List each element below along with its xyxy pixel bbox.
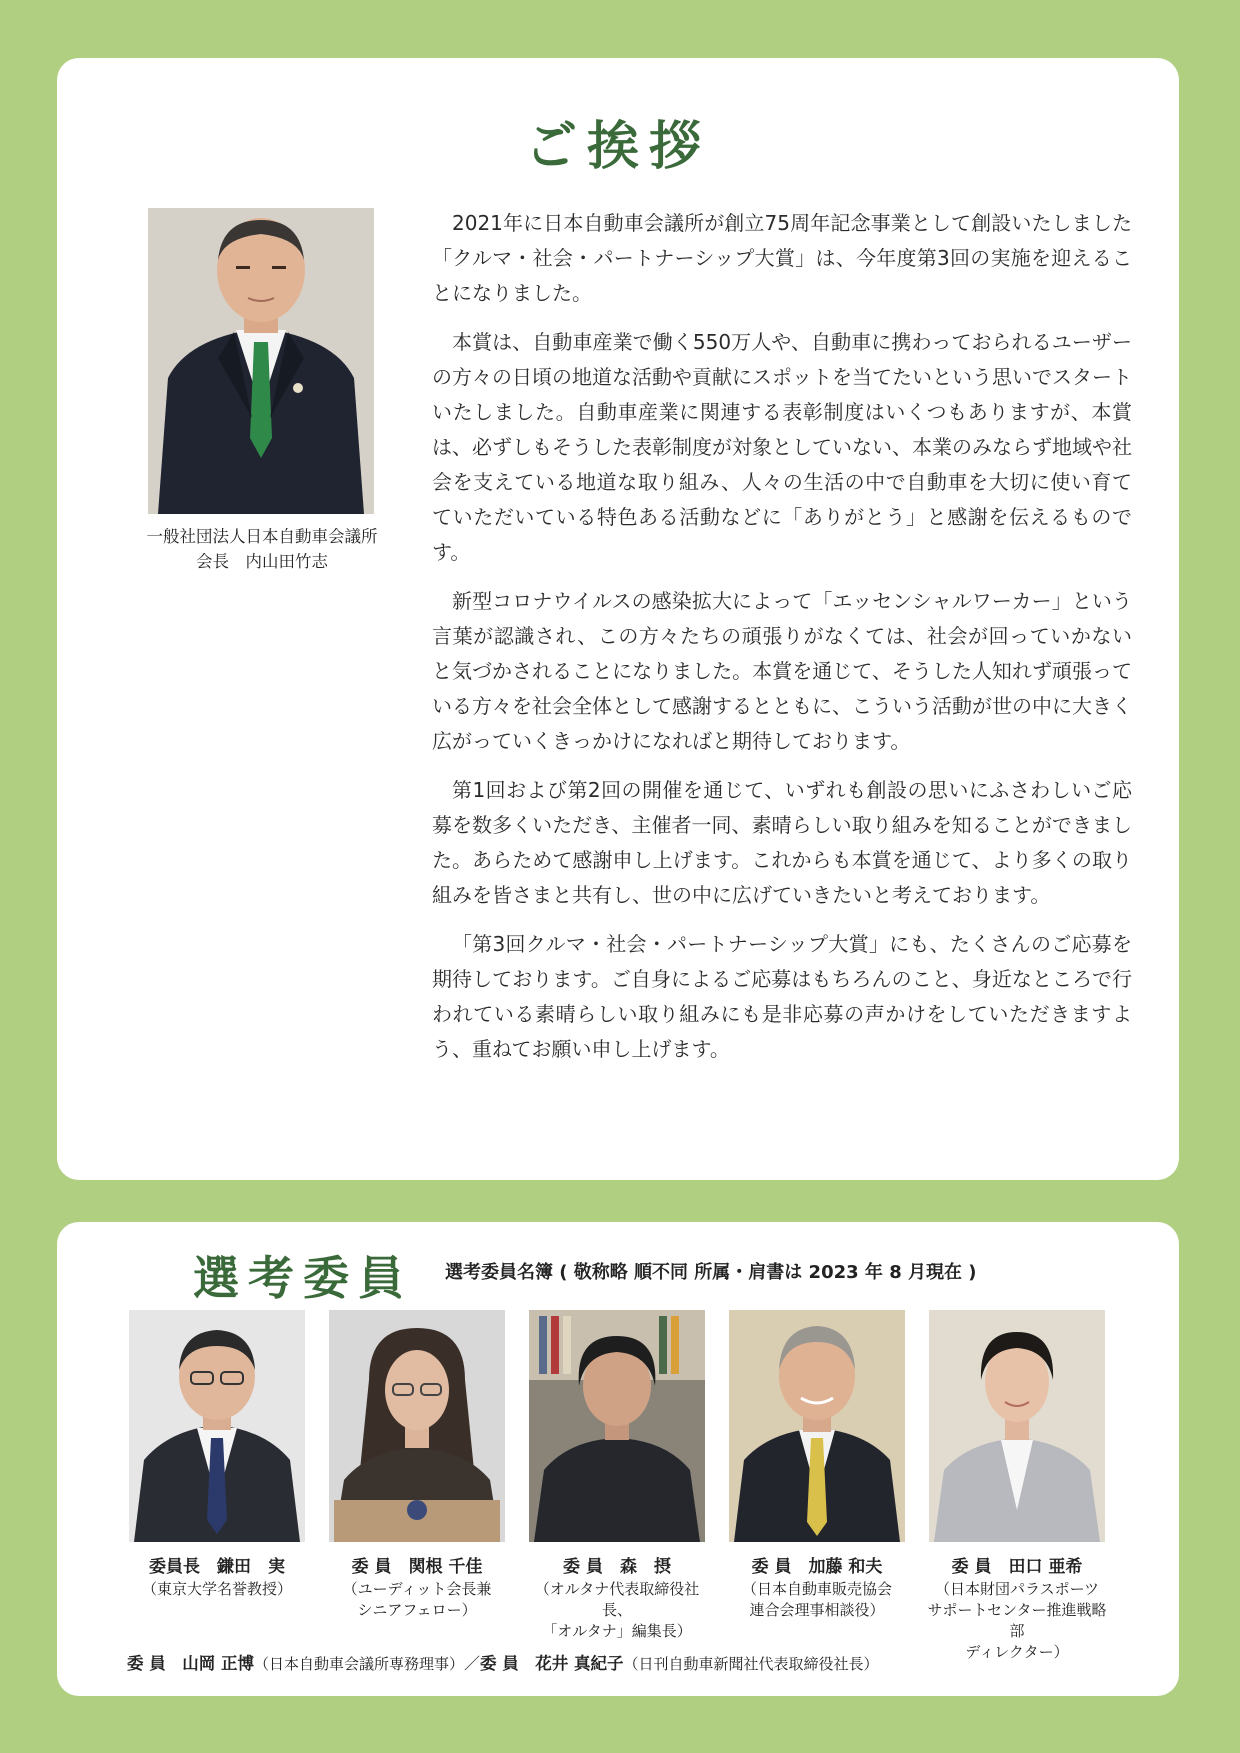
member-affiliation: （東京大学名誉教授）	[141, 1580, 292, 1598]
committee-card	[57, 1222, 1179, 1696]
member-affiliation: （日本財団パラスポーツ サポートセンター推進戦略部 ディレクター）	[927, 1580, 1107, 1661]
greeting-paragraph: 新型コロナウイルスの感染拡大によって「エッセンシャルワーカー」という言葉が認識され、この方々たちの頑張りがなくては、社会が回っていかないと気づかされることになりました。本賞を通じて、そうした人知れず頑張っている方々を社会全体として感謝するとともに、こういう活動が世の中に大きく広がっていくきっかけになればと期待しております。	[432, 589, 1132, 753]
separator: ／	[464, 1654, 481, 1673]
president-caption	[107, 524, 417, 574]
member-affiliation: （ユーディット会長兼 シニアフェロー）	[342, 1580, 492, 1619]
member-name: 委員長 鎌田 実	[149, 1557, 285, 1577]
greeting-paragraph: 本賞は、自動車産業で働く550万人や、自動車に携わっておられるユーザーの方々の日頃の地道な活動や貢献にスポットを当てたいという思いでスタートいたしました。自動車産業に関連する表彰制度はいくつもありますが、本賞は、必ずしもそうした表彰制度が対象としていない、本業のみならず地域や社会を支えている地道な取り組み、人々の生活の中で自動車を大切に使い育てていただいている特色ある活動などに「ありがとう」と感謝を伝えるものです。	[432, 330, 1132, 564]
greeting-card	[57, 58, 1179, 1180]
committee-member	[327, 1310, 507, 1621]
greeting-body	[432, 206, 1132, 1081]
other-members	[127, 1650, 879, 1674]
other-member-name: 委 員 花井 真紀子	[480, 1654, 624, 1673]
member-photo	[729, 1310, 905, 1542]
other-member-name: 委 員 山岡 正博	[127, 1654, 254, 1673]
committee-member	[727, 1310, 907, 1621]
member-name: 委 員 田口 亜希	[951, 1557, 1083, 1577]
president-org: 一般社団法人日本自動車会議所	[146, 527, 378, 546]
member-photo	[929, 1310, 1105, 1542]
committee-title: 選考委員	[193, 1251, 413, 1305]
member-affiliation: （日本自動車販売協会 連合会理事相談役）	[741, 1580, 892, 1619]
member-name: 委 員 関根 千佳	[351, 1557, 483, 1577]
member-photo	[529, 1310, 705, 1542]
member-photo	[129, 1310, 305, 1542]
greeting-paragraph: 2021年に日本自動車会議所が創立75周年記念事業として創設いたしました「クルマ・社会・パートナーシップ大賞」は、今年度第3回の実施を迎えることになりました。	[432, 211, 1132, 305]
greeting-paragraph: 第1回および第2回の開催を通じて、いずれも創設の思いにふさわしいご応募を数多くいただき、主催者一同、素晴らしい取り組みを知ることができました。あらためて感謝申し上げます。これからも本賞を通じて、より多くの取り組みを皆さまと共有し、世の中に広げていきたいと考えております。	[432, 778, 1132, 907]
president-photo	[148, 208, 374, 514]
president-name: 会長 内山田竹志	[196, 552, 328, 571]
greeting-title: ご挨拶	[524, 116, 711, 177]
member-photo	[329, 1310, 505, 1542]
committee-member	[927, 1310, 1107, 1663]
committee-member	[527, 1310, 707, 1642]
greeting-paragraph: 「第3回クルマ・社会・パートナーシップ大賞」にも、たくさんのご応募を期待しております。ご自身によるご応募はもちろんのこと、身近なところで行われている素晴らしい取り組みにも是非応募の声かけをしていただきますよう、重ねてお願い申し上げます。	[432, 932, 1132, 1061]
other-member-affiliation: （日刊自動車新聞社代表取締役社長）	[623, 1655, 879, 1673]
member-name: 委 員 加藤 和夫	[751, 1557, 883, 1577]
member-name: 委 員 森 摂	[563, 1557, 671, 1577]
committee-member	[127, 1310, 307, 1600]
other-member-affiliation: （日本自動車会議所専務理事）	[254, 1655, 465, 1673]
committee-note: 選考委員名簿 ( 敬称略 順不同 所属・肩書は 2023 年 8 月現在 )	[445, 1262, 977, 1283]
member-affiliation: （オルタナ代表取締役社長、 「オルタナ」編集長）	[534, 1580, 700, 1640]
